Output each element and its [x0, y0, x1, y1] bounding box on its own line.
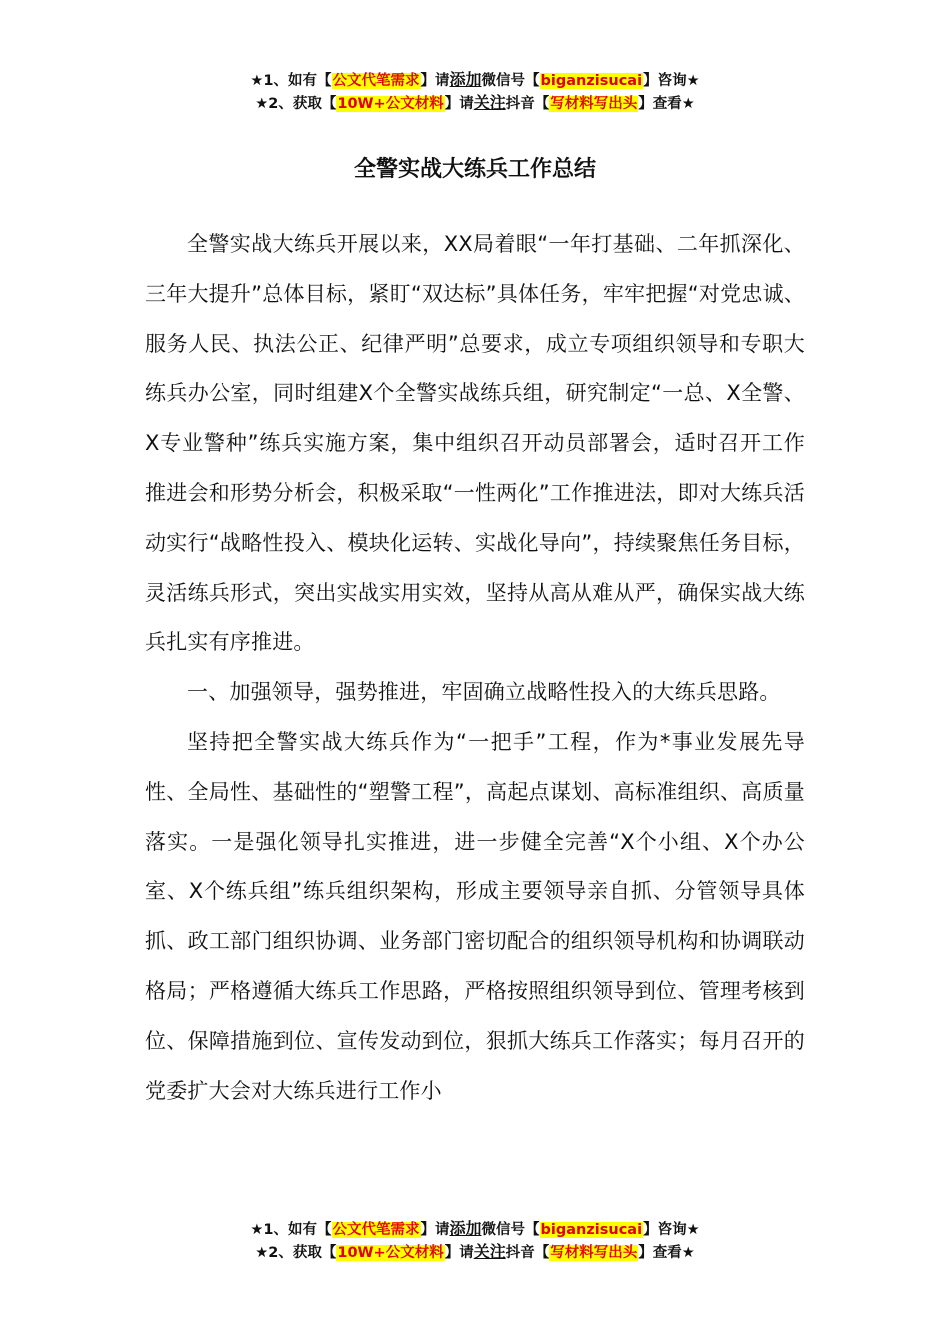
footer-banner	[0, 1218, 950, 1264]
banner-emphasis: 关注	[473, 93, 506, 112]
banner-highlight: biganzisucai	[540, 1222, 643, 1238]
banner-highlight: 公文代笔需求	[332, 1222, 420, 1238]
banner-text: 】咨询★	[643, 73, 700, 89]
banner-emphasis: 添加	[449, 70, 482, 89]
banner-text: 】查看★	[638, 1245, 695, 1261]
banner-line-2	[0, 92, 950, 115]
document-title: 全警实战大练兵工作总结	[353, 157, 596, 182]
banner-emphasis: 添加	[449, 1219, 482, 1238]
banner-highlight: 10W+公文材料	[337, 96, 444, 112]
banner-text: 微信号【	[481, 73, 540, 89]
banner-text: ★1、如有【	[250, 73, 332, 89]
banner-text: ★1、如有【	[250, 1222, 332, 1238]
banner-text: 抖音【	[505, 1245, 550, 1261]
banner-highlight: 写材料写出头	[550, 96, 638, 112]
banner-line-2	[0, 1241, 950, 1264]
document-body	[145, 220, 805, 1116]
banner-highlight: 公文代笔需求	[332, 73, 420, 89]
banner-text: ★2、获取【	[255, 96, 337, 112]
banner-text: 抖音【	[505, 96, 550, 112]
paragraph-intro: 全警实战大练兵开展以来，XX局着眼“一年打基础、二年抓深化、三年大提升”总体目标，紧盯“双达标”具体任务，牢牢把握“对党忠诚、服务人民、执法公正、纪律严明”总要求，成立专项组织领导和专职大练兵办公室，同时组建X个全警实战练兵组，研究制定“一总、X全警、X专业警种”练兵实施方案，集中组织召开动员部署会，适时召开工作推进会和形势分析会，积极采取“一性两化”工作推进法，即对大练兵活动实行“战略性投入、模块化运转、实战化导向”，持续聚焦任务目标，灵活练兵形式，突出实战实用实效，坚持从高从难从严，确保实战大练兵扎实有序推进。	[145, 232, 805, 655]
paragraph-section-1: 坚持把全警实战大练兵作为“一把手”工程，作为*事业发展先导性、全局性、基础性的“塑警工程”，高起点谋划、高标准组织、高质量落实。一是强化领导扎实推进，进一步健全完善“X个小组、X个办公室、X个练兵组”练兵组织架构，形成主要领导亲自抓、分管领导具体抓、政工部门组织协调、业务部门密切配合的组织领导机构和协调联动格局；严格遵循大练兵工作思路，严格按照组织领导到位、管理考核到位、保障措施到位、宣传发动到位，狠抓大练兵工作落实；每月召开的党委扩大会对大练兵进行工作小	[145, 729, 805, 1103]
banner-highlight: 写材料写出头	[550, 1245, 638, 1261]
banner-line-1	[0, 69, 950, 92]
banner-text: 】请	[444, 96, 474, 112]
banner-text: 微信号【	[481, 1222, 540, 1238]
banner-highlight: 10W+公文材料	[337, 1245, 444, 1261]
banner-text: 】请	[420, 73, 450, 89]
banner-text: 】请	[444, 1245, 474, 1261]
header-banner	[0, 69, 950, 115]
banner-text: 】请	[420, 1222, 450, 1238]
banner-highlight: biganzisucai	[540, 73, 643, 89]
banner-text: 】查看★	[638, 96, 695, 112]
banner-line-1	[0, 1218, 950, 1241]
banner-emphasis: 关注	[473, 1242, 506, 1261]
section-heading-1: 一、加强领导，强势推进，牢固确立战略性投入的大练兵思路。	[187, 680, 781, 705]
banner-text: ★2、获取【	[255, 1245, 337, 1261]
banner-text: 】咨询★	[643, 1222, 700, 1238]
